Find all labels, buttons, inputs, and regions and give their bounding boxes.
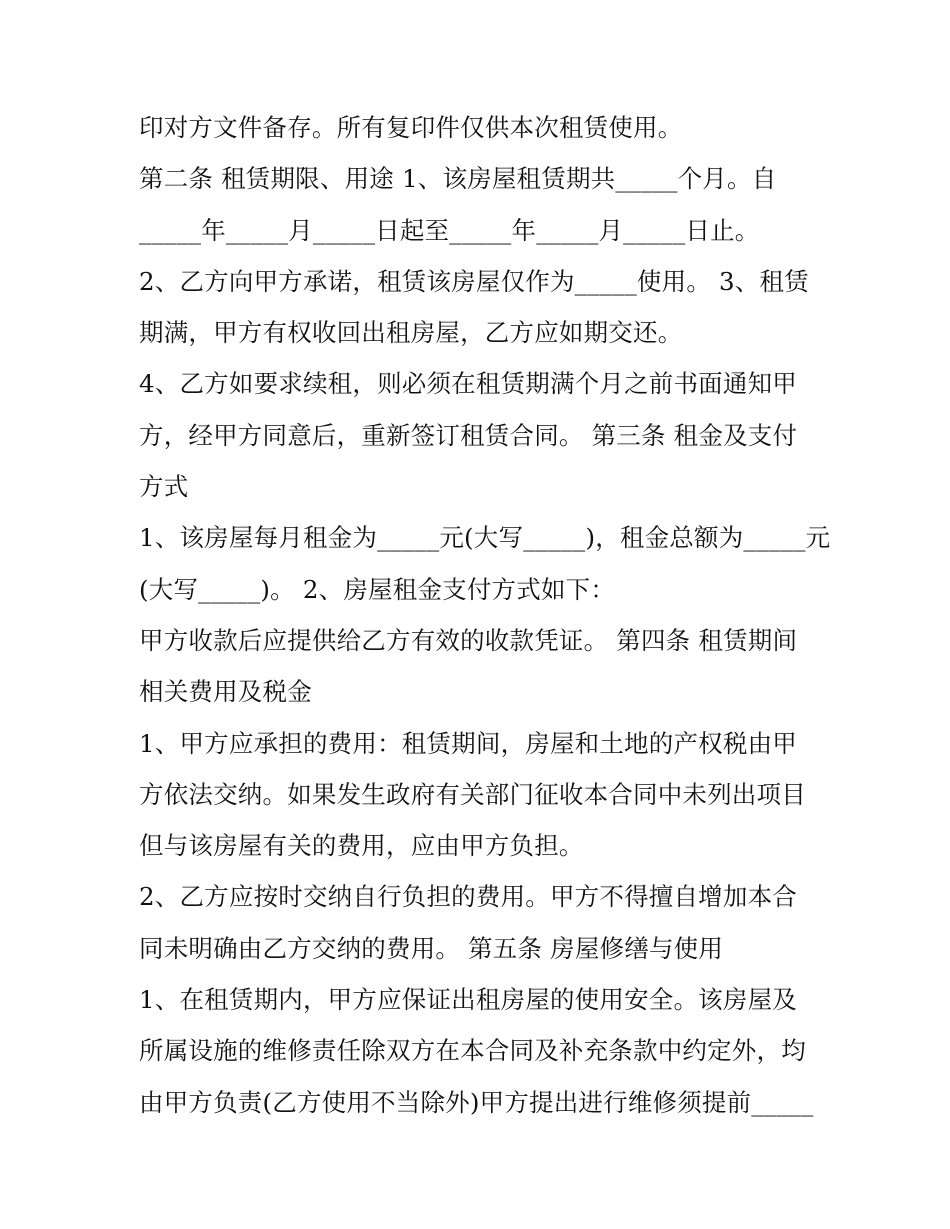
text-line: 方式 (139, 472, 189, 502)
text-line: 甲方收款后应提供给乙方有效的收款凭证。 第四条 租赁期间 (139, 625, 798, 655)
text-line: 第二条 租赁期限、用途 1、该房屋租赁期共_____个月。自 (139, 164, 777, 194)
text-line: 同未明确由乙方交纳的费用。 第五条 房屋修缮与使用 (139, 933, 724, 963)
text-line: 由甲方负责(乙方使用不当除外)甲方提出进行维修须提前_____ (139, 1087, 814, 1117)
text-line: 2、乙方向甲方承诺，租赁该房屋仅作为_____使用。 3、租赁 (139, 266, 809, 296)
text-line: (大写_____)。 2、房屋租金支付方式如下： (139, 574, 616, 604)
text-line: 所属设施的维修责任除双方在本合同及补充条款中约定外，均 (139, 1036, 806, 1066)
text-line: 1、该房屋每月租金为_____元(大写_____)，租金总额为_____元 (139, 523, 831, 553)
text-line: 方，经甲方同意后，重新签订租赁合同。 第三条 租金及支付 (139, 420, 798, 450)
text-line: 1、在租赁期内，甲方应保证出租房屋的使用安全。该房屋及 (139, 985, 797, 1015)
document-body (139, 102, 831, 1128)
text-line: 方依法交纳。如果发生政府有关部门征收本合同中未列出项目 (139, 779, 806, 809)
text-line: 但与该房屋有关的费用，应由甲方负担。 (139, 831, 584, 861)
text-line: 相关费用及税金 (139, 677, 312, 707)
text-line: 2、乙方应按时交纳自行负担的费用。甲方不得擅自增加本合 (139, 882, 797, 912)
text-line: _____年_____月_____日起至_____年_____月_____日止。 (139, 215, 760, 245)
text-line: 期满，甲方有权收回出租房屋，乙方应如期交还。 (139, 318, 683, 348)
text-line: 4、乙方如要求续租，则必须在租赁期满个月之前书面通知甲 (139, 369, 797, 399)
text-line: 1、甲方应承担的费用：租赁期间，房屋和土地的产权税由甲 (139, 728, 797, 758)
text-line: 印对方文件备存。所有复印件仅供本次租赁使用。 (139, 113, 683, 142)
